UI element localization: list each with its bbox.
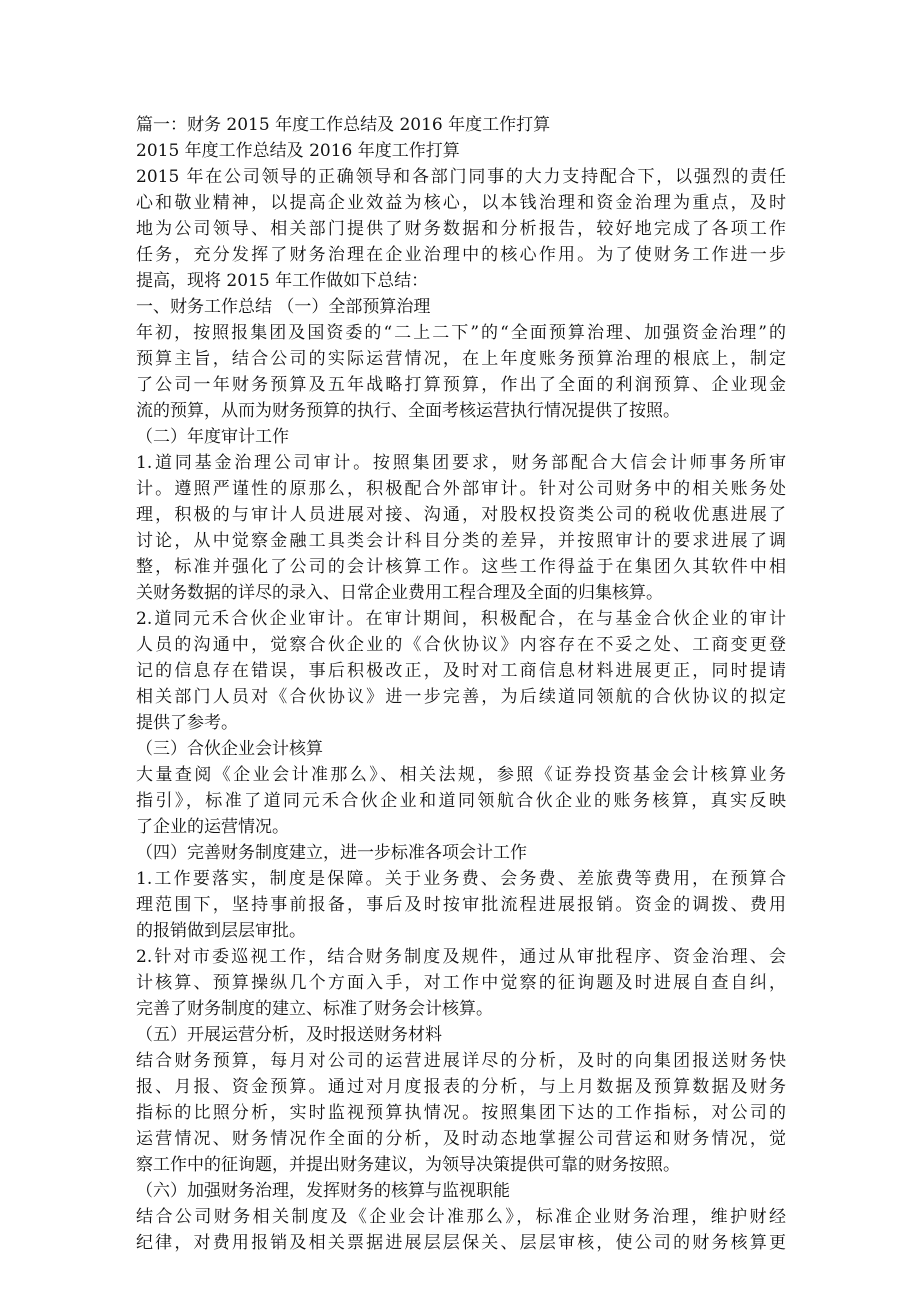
text-line: 篇一：财务 2015 年度工作总结及 2016 年度工作打算: [136, 115, 551, 135]
text-line: 相关部门人员对《合伙协议》进一步完善，为后续道同领航的合伙协议的拟定: [136, 687, 786, 707]
text-line: 指标的比照分析，实时监视预算执情况。按照集团下达的工作指标，对公司的: [136, 1103, 786, 1123]
text-line: 记的信息存在错误，事后积极改正，及时对工商信息材料进展更正，同时提请: [136, 661, 786, 681]
text-line: 大量查阅《企业会计准那么》、相关法规，参照《证券投资基金会计核算业务: [136, 765, 786, 785]
text-line: 2015 年在公司领导的正确领导和各部门同事的大力支持配合下，以强烈的责任: [136, 167, 786, 187]
text-line: 完善了财务制度的建立、标准了财务会计核算。: [136, 999, 493, 1019]
text-line: 1.工作要落实，制度是保障。关于业务费、会务费、差旅费等费用，在预算合: [136, 869, 786, 889]
text-line: 人员的沟通中，觉察合伙企业的《合伙协议》内容存在不妥之处、工商变更登: [136, 635, 786, 655]
text-line: 一、财务工作总结 （一）全部预算治理: [136, 297, 431, 317]
text-line: 报、月报、资金预算。通过对月度报表的分析，与上月数据及预算数据及财务: [136, 1077, 786, 1097]
text-line: 地为公司领导、相关部门提供了财务数据和分析报告，较好地完成了各项工作: [136, 219, 786, 239]
text-line: 计。遵照严谨性的原那么，积极配合外部审计。针对公司财务中的相关账务处: [136, 479, 786, 499]
text-line: 理，积极的与审计人员进展对接、沟通，对股权投资类公司的税收优惠进展了: [136, 505, 786, 525]
text-line: 2015 年度工作总结及 2016 年度工作打算: [136, 141, 460, 161]
text-line: 年初，按照报集团及国资委的“二上二下”的“全面预算治理、加强资金治理”的: [136, 323, 786, 343]
text-line: 察工作中的征询题，并提出财务建议，为领导决策提供可靠的财务按照。: [136, 1155, 680, 1175]
text-line: 纪律，对费用报销及相关票据进展层层保关、层层审核，使公司的财务核算更: [136, 1233, 786, 1253]
text-line: 讨论，从中觉察金融工具类会计科目分类的差异，并按照审计的要求进展了调: [136, 531, 786, 551]
text-line: 关财务数据的详尽的录入、日常企业费用工程合理及全面的归集核算。: [136, 583, 663, 603]
text-line: （四）完善财务制度建立，进一步标准各项会计工作: [136, 843, 527, 863]
text-line: 计核算、预算操纵几个方面入手，对工作中觉察的征询题及时进展自查自纠，: [136, 973, 786, 993]
text-line: 1.道同基金治理公司审计。按照集团要求，财务部配合大信会计师事务所审: [136, 453, 786, 473]
document-page: [136, 112, 786, 1256]
text-line: 结合财务预算，每月对公司的运营进展详尽的分析，及时的向集团报送财务快: [136, 1051, 786, 1071]
text-line: 了公司一年财务预算及五年战略打算预算，作出了全面的利润预算、企业现金: [136, 375, 786, 395]
text-line: 指引》，标准了道同元禾合伙企业和道同领航合伙企业的账务核算，真实反映: [136, 791, 786, 811]
text-line: （三）合伙企业会计核算: [136, 739, 323, 759]
text-line: 了企业的运营情况。: [136, 817, 289, 837]
text-line: 整，标准并强化了公司的会计核算工作。这些工作得益于在集团久其软件中相: [136, 557, 786, 577]
text-line: （五）开展运营分析，及时报送财务材料: [136, 1025, 442, 1045]
text-line: 提高，现将 2015 年工作做如下总结：: [136, 271, 429, 291]
text-line: 2.道同元禾合伙企业审计。在审计期间，积极配合，在与基金合伙企业的审计: [136, 609, 786, 629]
text-line: 的报销做到层层审批。: [136, 921, 306, 941]
text-line: 流的预算，从而为财务预算的执行、全面考核运营执行情况提供了按照。: [136, 401, 680, 421]
text-line: 心和敬业精神，以提高企业效益为核心，以本钱治理和资金治理为重点，及时: [136, 193, 786, 213]
text-line: 结合公司财务相关制度及《企业会计准那么》，标准企业财务治理，维护财经: [136, 1207, 786, 1227]
text-line: 任务，充分发挥了财务治理在企业治理中的核心作用。为了使财务工作进一步: [136, 245, 786, 265]
text-line: 运营情况、财务情况作全面的分析，及时动态地掌握公司营运和财务情况，觉: [136, 1129, 786, 1149]
text-line: （二）年度审计工作: [136, 427, 289, 447]
text-line: 提供了参考。: [136, 713, 238, 733]
text-line: 理范围下，坚持事前报备，事后及时按审批流程进展报销。资金的调拨、费用: [136, 895, 786, 915]
text-line: 预算主旨，结合公司的实际运营情况，在上年度账务预算治理的根底上，制定: [136, 349, 786, 369]
text-line: （六）加强财务治理，发挥财务的核算与监视职能: [136, 1181, 510, 1201]
text-line: 2.针对市委巡视工作，结合财务制度及规件，通过从审批程序、资金治理、会: [136, 947, 786, 967]
